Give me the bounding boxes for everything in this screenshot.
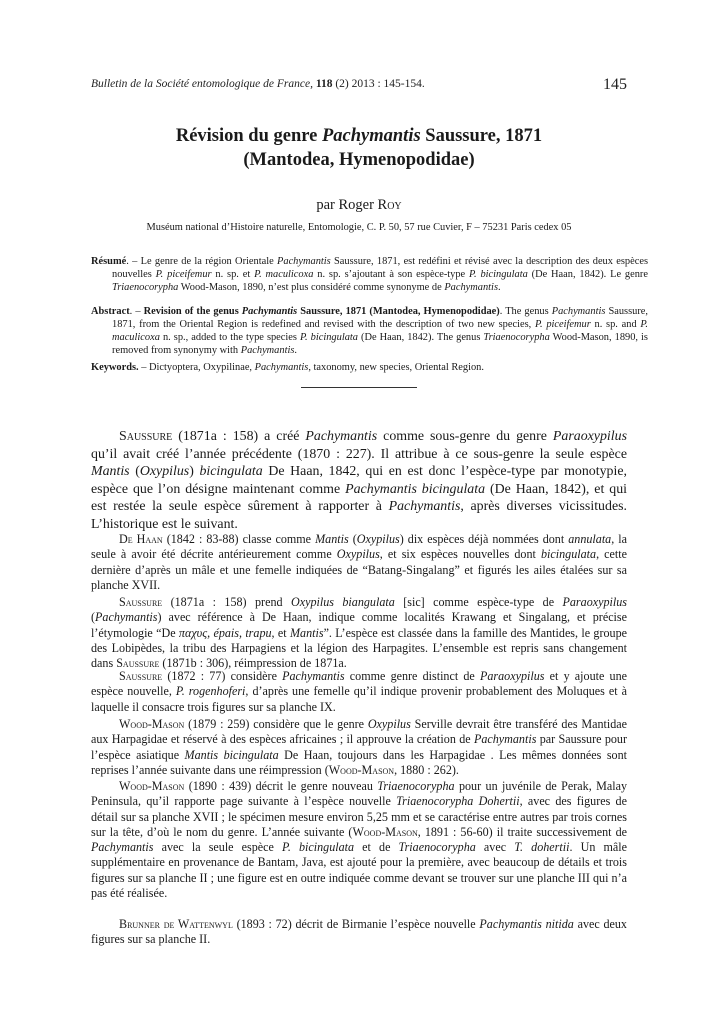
separator-rule bbox=[301, 387, 417, 388]
text: (1871b : 306), réimpression de 1871a. bbox=[159, 656, 347, 671]
text: , la seule à avoir été décrite antérieurement comme bbox=[91, 532, 627, 562]
author-surname: Roy bbox=[377, 197, 402, 213]
resume-label: Résumé bbox=[91, 256, 127, 267]
taxon: Pachymantis bbox=[240, 345, 295, 357]
text: , et bbox=[271, 625, 290, 640]
taxon: Pachymantis bbox=[551, 306, 606, 317]
taxon: P. bicingulata bbox=[300, 332, 358, 344]
taxon: Pachymantis bbox=[388, 499, 461, 515]
taxon: Triaenocorypha bbox=[483, 332, 550, 344]
author-name: Saussure bbox=[119, 595, 163, 609]
text: , 1880 : 262). bbox=[394, 762, 459, 777]
text: , cette dernière d’après un mâle et une femelle indiquées de “Batang-Singalang” et figurés les ailes étalées sur sa planche XVII. bbox=[91, 547, 627, 592]
text: Saussure, 1871, est redéfini et révisé avec la description des deux espèces nouvelles bbox=[112, 256, 648, 281]
taxon: Pachymantis nitida bbox=[479, 917, 574, 931]
taxon: T. dohertii bbox=[514, 840, 570, 855]
taxon: P. maculicoxa bbox=[254, 269, 314, 281]
text: ”. L’espèce est classée dans la famille des Mantides, le groupe des Lobipèdes, la tribu des Harpagiens et la légion des Harpagites. L’ensemble est repris sans changement dans bbox=[91, 625, 627, 671]
text: et de bbox=[354, 840, 399, 855]
resume-paragraph bbox=[91, 255, 648, 294]
volume-number: 118 bbox=[315, 78, 333, 90]
taxon: P. piceifemur bbox=[534, 319, 591, 331]
text: Wood-Mason, 1890, is removed from synonymy with bbox=[112, 332, 648, 357]
text: , d’après une femelle qu’il indique provenir probablement des Moluques et à laquelle il consacre trois figures sur sa planche IX. bbox=[91, 684, 627, 714]
text: et y ajoute une espèce nouvelle, bbox=[91, 669, 627, 699]
text: avec deux figures sur sa planche II. bbox=[91, 917, 627, 947]
taxon: Pachymantis bbox=[305, 429, 378, 444]
history-paragraph-brunner bbox=[91, 917, 627, 948]
text: Saussure, 1871, from the Oriental Region is redefined and revised with the description of two new species, bbox=[112, 306, 648, 331]
history-paragraph-de-haan bbox=[91, 532, 627, 593]
text: (1842 : 83-88) classe comme bbox=[162, 532, 316, 546]
taxon: Pachymantis bbox=[95, 610, 158, 625]
taxon: Pachymantis bbox=[254, 362, 309, 373]
text: n. sp. and bbox=[590, 319, 641, 331]
text: . – Le genre de la région Orientale bbox=[126, 256, 278, 267]
taxon: Oxypilus biangulata bbox=[290, 595, 395, 609]
taxon: Mantis bbox=[91, 464, 130, 480]
abstract-label: Abstract bbox=[91, 306, 130, 317]
text: (De Haan, 1842), et qui est restée la seule espèce sûrement à rapporter à bbox=[91, 481, 628, 515]
text: (1890 : 439) décrit le genre nouveau bbox=[184, 779, 378, 793]
affiliation: Muséum national d’Histoire naturelle, Entomologie, C. P. 50, 57 rue Cuvier, F – 75231 Paris cedex 05 bbox=[146, 222, 572, 233]
author-name: De Haan bbox=[119, 532, 163, 546]
text: par Saussure pour l’espèce asiatique bbox=[91, 732, 627, 762]
text: (1871a : 158) a créé bbox=[172, 429, 306, 444]
taxon: Paraoxypilus bbox=[479, 669, 545, 683]
greek-etymology: παχυς, épais, trapu bbox=[178, 625, 272, 640]
author-name: Wood-Mason bbox=[119, 779, 185, 793]
history-paragraph-saussure-1872 bbox=[91, 669, 627, 715]
taxon: P. piceifemur bbox=[155, 269, 212, 281]
text: Revision of the genus bbox=[143, 306, 242, 317]
history-paragraph-wood-mason-1879 bbox=[91, 717, 627, 778]
journal-name: Bulletin de la Société entomologique de France, bbox=[91, 78, 313, 90]
text: . – bbox=[129, 306, 144, 317]
author-name: Brunner de Wattenwyl bbox=[119, 917, 233, 931]
text: avec la seule espèce bbox=[153, 840, 282, 855]
taxon: Oxypilus bbox=[336, 547, 380, 562]
taxon: P. maculicoxa bbox=[112, 319, 648, 344]
taxon: Pachymantis bbox=[241, 306, 298, 317]
text: (1871a : 158) prend bbox=[162, 595, 291, 609]
text: De Haan, 1842, qui en est donc l’espèce-type par monotypie, espèce que l’on désigne maintenant comme bbox=[91, 464, 627, 497]
author-name: Saussure bbox=[119, 669, 163, 683]
title-genus: Pachymantis bbox=[321, 126, 421, 146]
author-name: Wood-Mason bbox=[119, 717, 185, 731]
text: (De Haan, 1842). The genus bbox=[357, 332, 484, 344]
issue-pages: (2) 2013 : 145-154. bbox=[335, 78, 425, 90]
text: , 1891 : 56-60) il traite successivement de bbox=[417, 824, 627, 839]
text: qu’il avait créé l’année précédente (1870 : 227). Il attribue à ce sous-genre la seule espèce bbox=[91, 446, 627, 462]
text: ( bbox=[348, 532, 357, 546]
taxon: Pachymantis bbox=[282, 669, 345, 683]
taxon: Pachymantis bicingulata bbox=[345, 481, 486, 497]
taxon: Pachymantis bbox=[91, 840, 154, 855]
author-name: Wood-Mason bbox=[352, 824, 418, 839]
page-number: 145 bbox=[603, 76, 627, 93]
text: Serville devrait être transféré des Mantidae aux Harpagidae et réservé à des espèces africaines ; il approuve la création de bbox=[91, 717, 627, 747]
article-title bbox=[91, 124, 627, 172]
text: ( bbox=[91, 610, 96, 625]
history-paragraph-wood-mason-1890 bbox=[91, 779, 627, 901]
text: n. sp., added to the type species bbox=[159, 332, 300, 344]
author-line bbox=[91, 197, 627, 214]
text: , taxonomy, new species, Oriental Region. bbox=[308, 362, 484, 373]
text: comme sous-genre du genre bbox=[377, 429, 553, 444]
taxon: Oxypilus bbox=[356, 532, 400, 546]
taxon: Oxypilus bbox=[367, 717, 411, 731]
text: ( bbox=[129, 464, 140, 480]
taxon: Pachymantis bbox=[473, 732, 537, 747]
taxon: Mantis bbox=[289, 625, 324, 640]
text: comme genre distinct de bbox=[344, 669, 480, 683]
text: avec bbox=[475, 840, 515, 855]
taxon: Triaenocorypha bbox=[398, 840, 476, 855]
text: ) bbox=[189, 464, 200, 480]
intro-paragraph bbox=[91, 428, 627, 534]
taxon: Triaenocorypha Dohertii bbox=[396, 794, 520, 809]
taxon: P. bicingulata bbox=[469, 269, 528, 281]
taxon: Paraoxypilus bbox=[562, 595, 627, 609]
text: . The genus bbox=[499, 306, 552, 317]
text: (1872 : 77) considère bbox=[162, 669, 283, 683]
abstract-paragraph bbox=[91, 305, 648, 357]
text: . Un mâle supplémentaire en provenance de Bantam, Java, est ajouté pour la première, avec beaucoup de détails et trois figures sur sa planche II ; une figure est en outre indiquée comme devant se trouver sur une planche III qui n’a pas été réalisée. bbox=[91, 840, 628, 901]
text: pour un juvénile de Perak, Malay Peninsula, qu’il rapporte page suivante à l’espèce nouvelle bbox=[91, 779, 628, 809]
text: – Dictyoptera, Oxypilinae, bbox=[138, 362, 255, 373]
taxon: P. bicingulata bbox=[282, 840, 355, 855]
taxon: Paraoxypilus bbox=[552, 429, 627, 444]
text: , et six espèces nouvelles dont bbox=[379, 547, 541, 562]
author-prefix: par Roger bbox=[316, 197, 378, 213]
taxon: Triaenocorypha bbox=[112, 282, 179, 294]
keywords-paragraph bbox=[91, 361, 627, 374]
taxon: P. rogenhoferi bbox=[175, 684, 246, 699]
text: . bbox=[294, 345, 298, 357]
text: , après diverses vicissitudes. L’historique est le suivant. bbox=[91, 499, 627, 532]
title-text: Saussure, 1871 bbox=[420, 126, 543, 146]
taxon: Pachymantis bbox=[444, 282, 498, 294]
text: [sic] comme espèce-type de bbox=[394, 595, 563, 609]
author-name: Saussure bbox=[116, 656, 160, 671]
text: n. sp. et bbox=[211, 269, 255, 281]
taxon: Pachymantis bbox=[277, 256, 331, 267]
running-header bbox=[91, 78, 627, 90]
taxon: Triaenocorypha bbox=[377, 779, 455, 793]
history-paragraph-saussure-1871 bbox=[91, 595, 627, 671]
text: Saussure, 1871 (Mantodea, Hymenopodidae) bbox=[297, 306, 500, 317]
text: (De Haan, 1842). Le genre bbox=[527, 269, 648, 281]
taxon: annulata bbox=[568, 532, 612, 546]
title-line-2: (Mantodea, Hymenopodidae) bbox=[243, 150, 475, 170]
keywords-label: Keywords. bbox=[91, 362, 139, 373]
text: (1879 : 259) considère que le genre bbox=[184, 717, 368, 731]
title-line-1 bbox=[91, 124, 627, 148]
taxon: bicingulata bbox=[199, 464, 263, 480]
text: n. sp. s’ajoutant à son espèce-type bbox=[313, 269, 470, 281]
taxon: Oxypilus bbox=[139, 464, 190, 480]
text: . bbox=[498, 282, 501, 294]
text: ) avec référence à De Haan, indique comme localités Krawang et Singalang, et précise l’étymologie “De bbox=[91, 610, 627, 640]
taxon: Mantis bbox=[315, 532, 349, 546]
author-name: Wood-Mason bbox=[328, 762, 395, 777]
taxon: bicingulata bbox=[540, 547, 597, 562]
title-text: Révision du genre bbox=[175, 126, 322, 146]
text: (1893 : 72) décrit de Birmanie l’espèce nouvelle bbox=[232, 917, 480, 931]
text: ) dix espèces déjà nommées dont bbox=[399, 532, 569, 546]
taxon: Mantis bicingulata bbox=[184, 747, 279, 762]
text: De Haan, toujours dans les Harpagidae . Les mêmes données sont reprises l’année suivante dans une réimpression ( bbox=[91, 747, 627, 777]
author-name: Saussure bbox=[119, 429, 173, 444]
text: , avec des figures de détail sur sa planche XVII ; le spécimen mesure environ 5,25 mm et se caractérise entre autres par trois cornes sur la tête, d’où le nom du genre. L’année suivante ( bbox=[91, 794, 627, 839]
text: Wood-Mason, 1890, n’est plus considéré comme synonyme de bbox=[178, 282, 445, 294]
